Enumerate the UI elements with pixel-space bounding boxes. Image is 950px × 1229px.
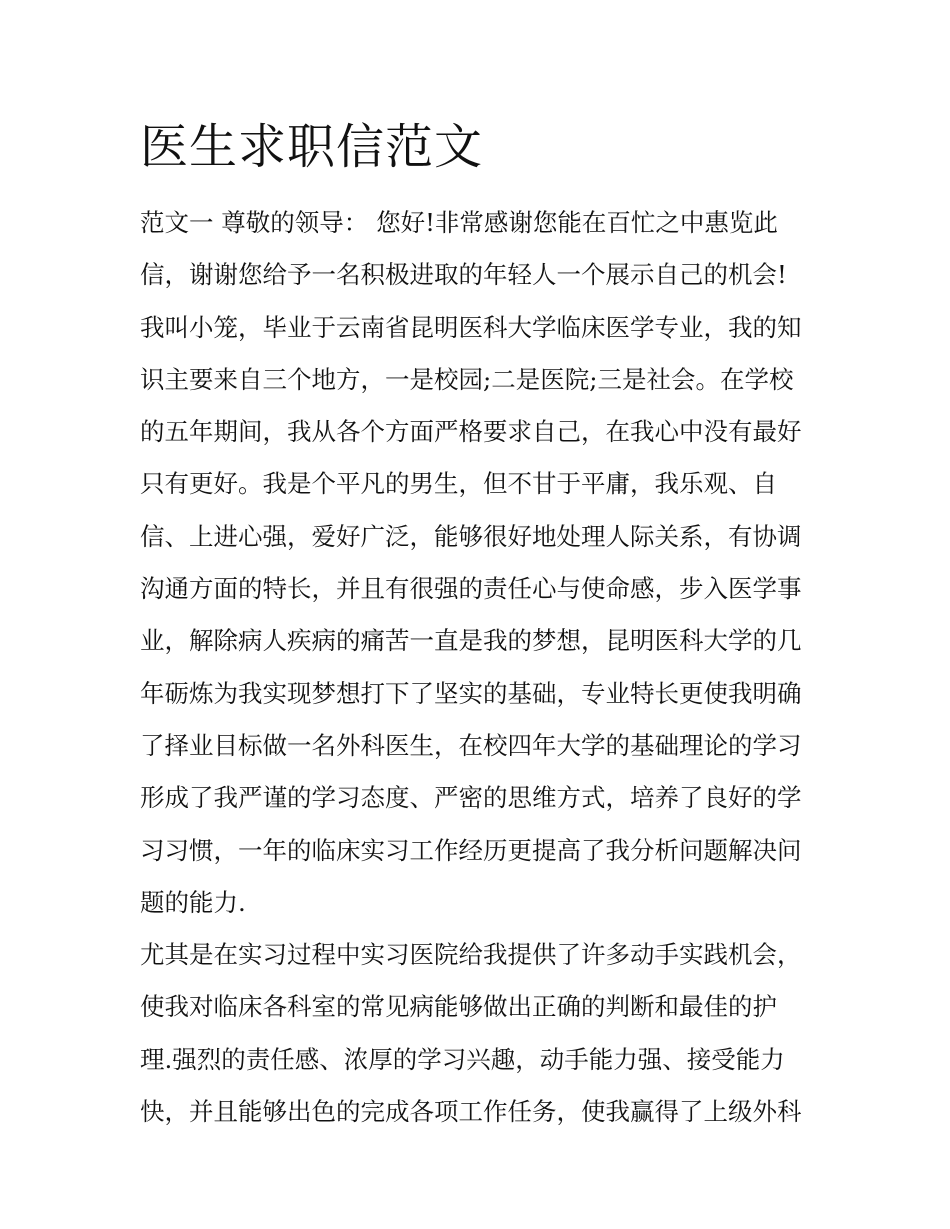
text-line: 信，谢谢您给予一名积极进取的年轻人一个展示自己的机会! <box>140 260 787 290</box>
text-line: 信、上进心强，爱好广泛，能够很好地处理人际关系，有协调 <box>140 521 802 551</box>
text-line: 业，解除病人疾病的痛苦一直是我的梦想，昆明医科大学的几 <box>140 626 802 656</box>
text-line: 识主要来自三个地方，一是校园;二是医院;三是社会。在学校 <box>140 364 794 394</box>
text-line: 只有更好。我是个平凡的男生，但不甘于平庸，我乐观、自 <box>140 469 777 499</box>
text-line: 年砺炼为我实现梦想打下了坚实的基础，专业特长更使我明确 <box>140 678 802 708</box>
text-line: 我叫小笼，毕业于云南省昆明医科大学临床医学专业，我的知 <box>140 312 802 342</box>
text-line: 的五年期间，我从各个方面严格要求自己，在我心中没有最好 <box>140 417 802 447</box>
document-title: 医生求职信范文 <box>140 119 484 175</box>
text-line: 理.强烈的责任感、浓厚的学习兴趣，动手能力强、接受能力 <box>140 1044 785 1074</box>
text-line: 范文一 尊敬的领导： 您好!非常感谢您能在百忙之中惠览此 <box>140 208 778 237</box>
text-line: 了择业目标做一名外科医生，在校四年大学的基础理论的学习 <box>140 730 802 760</box>
text-line: 使我对临床各科室的常见病能够做出正确的判断和最佳的护 <box>140 992 777 1022</box>
text-line: 形成了我严谨的学习态度、严密的思维方式，培养了良好的学 <box>140 783 802 813</box>
text-line: 习习惯，一年的临床实习工作经历更提高了我分析问题解决问 <box>140 835 802 865</box>
text-line: 沟通方面的特长，并且有很强的责任心与使命感，步入医学事 <box>140 574 802 604</box>
text-line: 快，并且能够出色的完成各项工作任务，使我赢得了上级外科 <box>140 1097 802 1127</box>
text-line: 题的能力. <box>140 887 246 917</box>
document-body <box>140 197 820 1138</box>
text-line: 尤其是在实习过程中实习医院给我提供了许多动手实践机会， <box>140 940 802 970</box>
